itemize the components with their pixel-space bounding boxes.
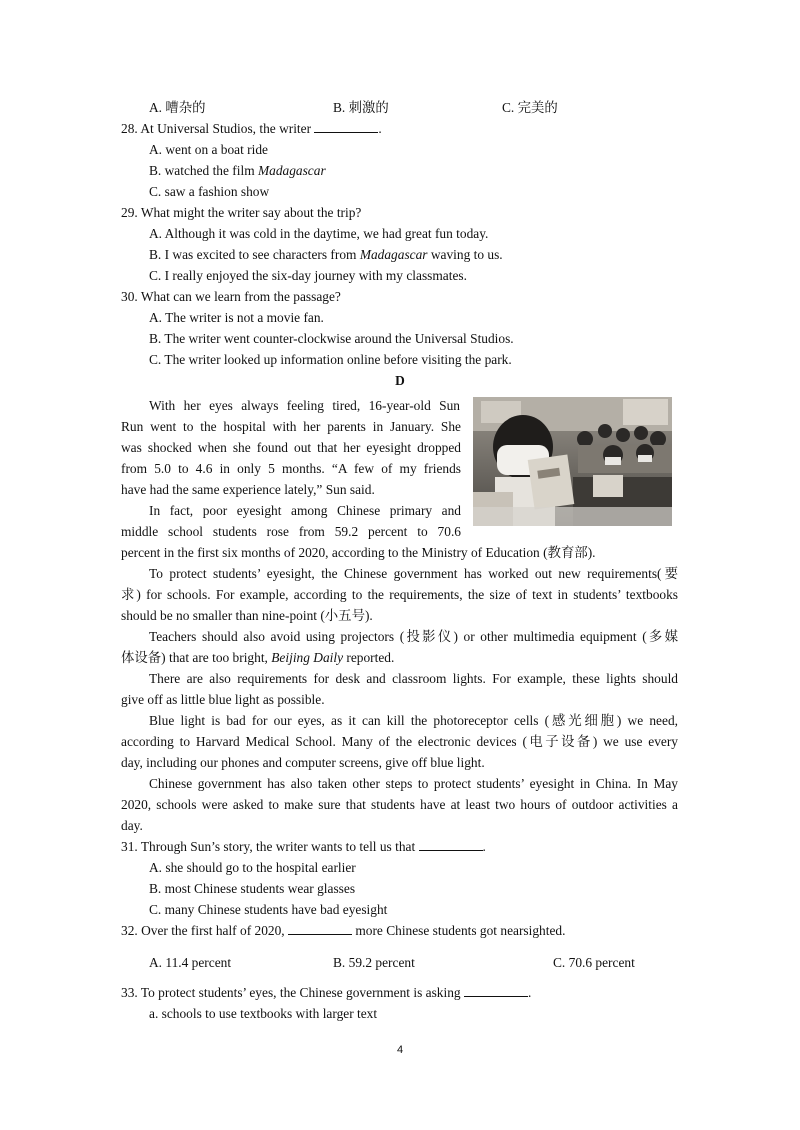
question-31: 31. Through Sun’s story, the writer wants to tell us that . xyxy=(121,839,486,854)
q27-option-c: C. 完美的 xyxy=(502,100,558,115)
passage-line: day. xyxy=(121,818,143,833)
q29-option-c: C. I really enjoyed the six-day journey with my classmates. xyxy=(149,268,467,283)
passage-line: Run went to the hospital with her parents in January. She xyxy=(121,419,461,434)
q29-option-b: B. I was excited to see characters from Madagascar waving to us. xyxy=(149,247,503,262)
q31-option-c: C. many Chinese students have bad eyesight xyxy=(149,902,388,917)
question-30: 30. What can we learn from the passage? xyxy=(121,289,341,304)
passage-line: 体设备) that are too bright, Beijing Daily reported. xyxy=(121,650,395,665)
question-32: 32. Over the first half of 2020, more Chinese students got nearsighted. xyxy=(121,923,566,938)
q27-option-b: B. 刺激的 xyxy=(333,100,389,115)
q30-option-c: C. The writer looked up information online before visiting the park. xyxy=(149,352,512,367)
q32-option-a: A. 11.4 percent xyxy=(149,955,232,970)
passage-line: To protect students’ eyesight, the Chinese government has worked out new requirements(要 xyxy=(149,566,678,581)
q28-option-b: B. watched the film Madagascar xyxy=(149,163,326,178)
answer-blank xyxy=(464,984,528,997)
passage-line: according to Harvard Medical School. Many of the electronic devices (电子设备) we use every xyxy=(121,734,678,749)
answer-blank xyxy=(314,120,378,133)
passage-line: Teachers should also avoid using projectors (投影仪) or other multimedia equipment (多媒 xyxy=(149,629,678,644)
students-reading-photo xyxy=(473,397,672,526)
passage-line: In fact, poor eyesight among Chinese primary and xyxy=(149,503,461,518)
question-33: 33. To protect students’ eyes, the Chinese government is asking . xyxy=(121,985,532,1000)
q29-option-a: A. Although it was cold in the daytime, we had great fun today. xyxy=(149,226,489,241)
q33-option-a: a. schools to use textbooks with larger text xyxy=(149,1006,378,1021)
passage-line: day, including our phones and computer screens, give off blue light. xyxy=(121,755,485,770)
q27-option-a: A. 嘈杂的 xyxy=(149,100,206,115)
question-29: 29. What might the writer say about the trip? xyxy=(121,205,362,220)
q28-option-a: A. went on a boat ride xyxy=(149,142,268,157)
passage-line: There are also requirements for desk and classroom lights. For example, these lights should xyxy=(149,671,678,686)
passage-line: percent in the first six months of 2020, according to the Ministry of Education (教育部). xyxy=(121,545,596,560)
passage-line: 求) for schools. For example, according to the requirements, the size of text in students’ textbooks xyxy=(121,587,678,602)
passage-line: Chinese government has also taken other steps to protect students’ eyesight in China. In May xyxy=(149,776,678,791)
passage-line: 2020, schools were asked to make sure that students have at least two hours of outdoor activities a xyxy=(121,797,678,812)
q32-option-b: B. 59.2 percent xyxy=(333,955,415,970)
q31-option-b: B. most Chinese students wear glasses xyxy=(149,881,356,896)
passage-line: Blue light is bad for our eyes, as it can kill the photoreceptor cells (感光细胞) we need, xyxy=(149,713,678,728)
answer-blank xyxy=(288,922,352,935)
section-heading: D xyxy=(395,373,405,388)
q32-option-c: C. 70.6 percent xyxy=(553,955,635,970)
q31-option-a: A. she should go to the hospital earlier xyxy=(149,860,356,875)
passage-line: With her eyes always feeling tired, 16-year-old Sun xyxy=(149,398,460,413)
passage-line: from 5.0 to 4.6 in only 5 months. “A few of my friends xyxy=(121,461,461,476)
q30-option-b: B. The writer went counter-clockwise around the Universal Studios. xyxy=(149,331,514,346)
answer-blank xyxy=(419,838,483,851)
passage-line: middle school students rose from 59.2 percent to 70.6 xyxy=(121,524,461,539)
passage-line: was shocked when she found out that her eyesight dropped xyxy=(121,440,461,455)
passage-line: give off as little blue light as possible. xyxy=(121,692,325,707)
question-28: 28. At Universal Studios, the writer . xyxy=(121,121,382,136)
passage-line: have had the same experience lately,” Sun said. xyxy=(121,482,375,497)
q28-option-c: C. saw a fashion show xyxy=(149,184,270,199)
passage-line: should be no smaller than nine-point (小五号). xyxy=(121,608,373,623)
page-number: 4 xyxy=(396,1044,404,1056)
q30-option-a: A. The writer is not a movie fan. xyxy=(149,310,324,325)
